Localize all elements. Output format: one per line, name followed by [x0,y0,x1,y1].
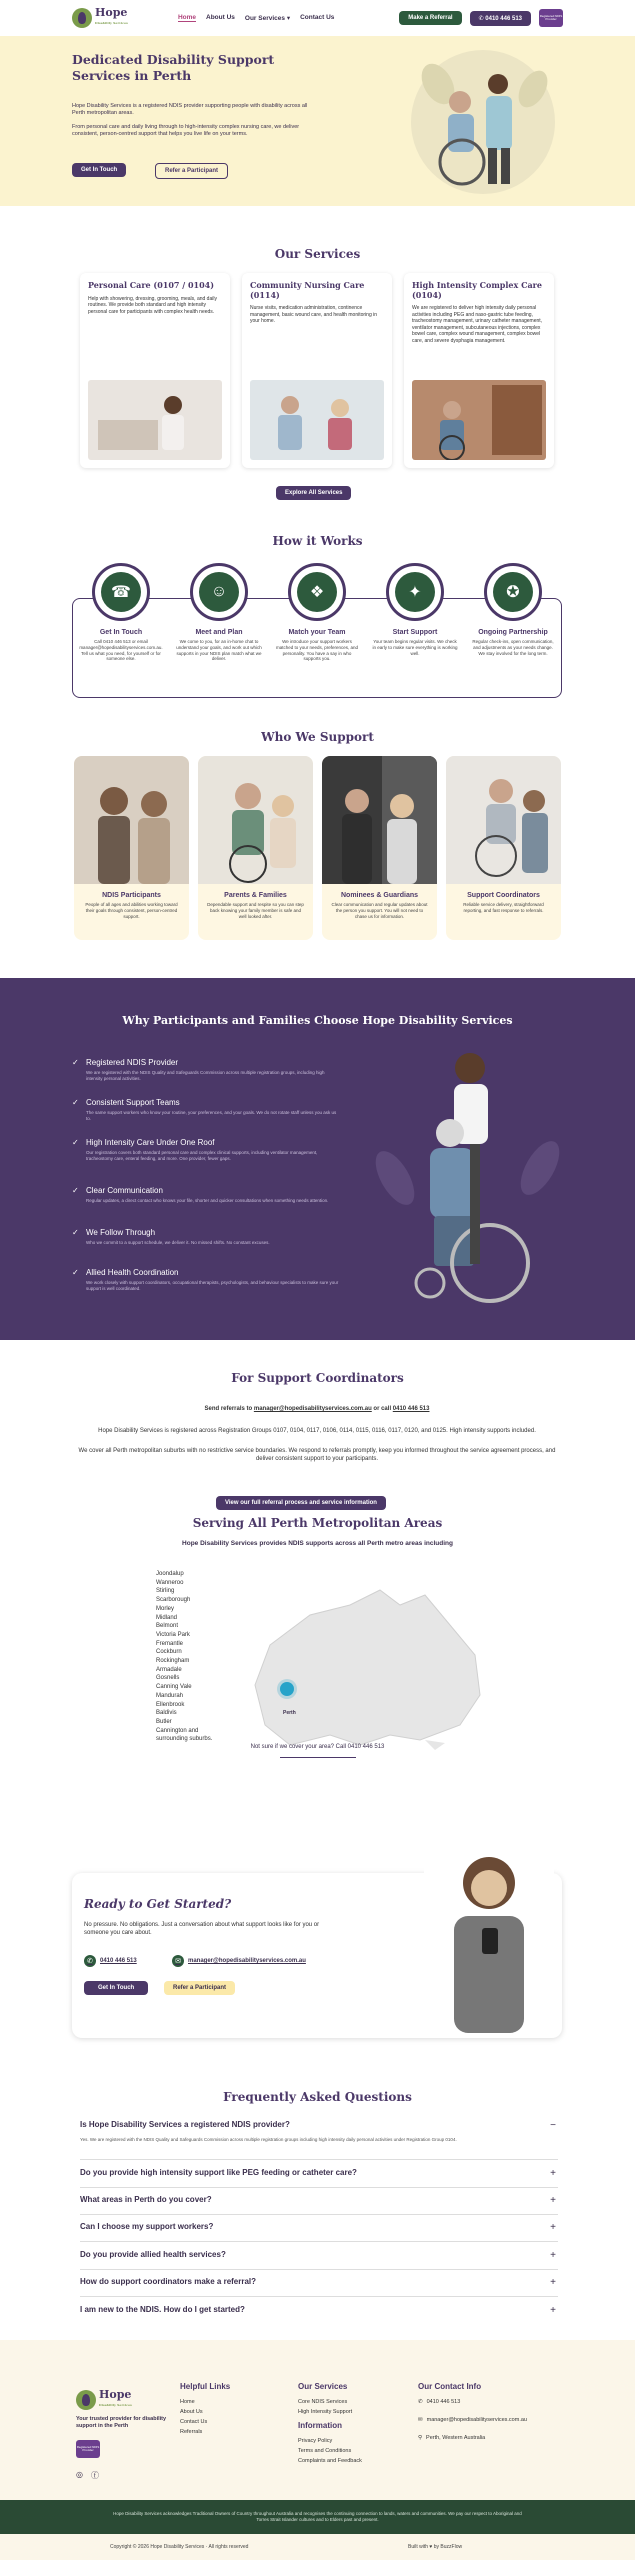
ready-refer-button[interactable]: Refer a Participant [164,1981,235,1995]
service-card-text: Help with showering, dressing, grooming, meals, and daily routines. We provide both standard and high intensity personal care for participants with complex health needs. [88,295,217,315]
footer-tagline: Your trusted provider for disability support in the Perth [76,2416,167,2429]
who-title: Who We Support [261,730,374,744]
why-item-title: Allied Health Coordination [86,1268,179,1277]
coord-phone-link[interactable]: 0410 446 513 [392,1406,430,1412]
location-pin-icon: ⚲ [418,2435,423,2441]
why-item-text: Our registration covers both standard personal care and complex clinical supports, including ventilator management, tracheostomy care, enteral feeding, and more. One provider, fewer gaps. [86,1150,318,1161]
service-card-text: Nurse visits, medication administration, continence management, basic wound care, and health monitoring in your home. [250,305,378,324]
hero-section [0,36,635,206]
plus-icon: + [550,2250,556,2261]
service-card[interactable] [242,273,392,468]
faq-item[interactable]: How do support coordinators make a referral? + [80,2277,558,2297]
hero-title: Dedicated Disability Support Services in Perth [72,52,275,83]
why-title: Why Participants and Families Choose Hope Disability Services [122,1014,513,1027]
partnership-icon: ✪ [493,572,533,612]
faq-item[interactable]: Can I choose my support workers? + [80,2222,558,2242]
footer-address: ⚲ Perth, Western Australia [418,2435,486,2441]
service-card[interactable] [80,273,230,468]
why-item-title: Clear Communication [86,1186,163,1195]
ready-card [72,1873,562,2038]
plus-icon: + [550,2195,556,2206]
hero-get-in-touch-button[interactable]: Get In Touch [72,163,126,177]
check-icon: ✓ [72,1098,79,1107]
who-image [446,756,561,884]
instagram-icon[interactable]: ◎ [76,2470,83,2479]
map-title: Serving All Perth Metropolitan Areas [192,1516,443,1530]
who-card[interactable] [322,756,437,940]
footer-links: Helpful Links Home About Us Contact Us Referrals [180,2382,231,2435]
who-card-text: Dependable support and respite so you can step back knowing your family member is safe and well looked after. [207,902,304,919]
why-item-text: Regular updates, a direct contact who knows your file, shorter and quicker consultations when something needs attention. [86,1198,329,1203]
phone-icon: ✆ [418,2399,423,2405]
logo-mark-icon [72,8,92,28]
hero-text-2: From personal care and daily living through to high-intensity complex nursing care, we deliver consistent, person-centred support that helps you live life on your terms. [72,124,300,137]
how-step [78,563,164,662]
plus-icon: + [550,2222,556,2233]
map-pin-label: Perth [283,1710,296,1716]
why-item-text: We are registered with the NDIS Quality and Safeguards Commission across multiple registration groups, including high intensity personal activities. [86,1070,325,1081]
how-step [372,563,458,656]
who-card-title: Support Coordinators [467,892,540,899]
main-nav [178,14,334,22]
check-icon: ✓ [72,1138,79,1147]
how-step [176,563,262,662]
explore-services-button[interactable]: Explore All Services [276,486,351,500]
referral-process-button[interactable]: View our full referral process and service information [216,1496,386,1510]
divider [280,1757,356,1758]
who-image [74,756,189,884]
how-step-title: Start Support [392,629,438,636]
logo[interactable] [72,8,128,28]
phone-icon: ☎ [101,572,141,612]
check-icon: ✓ [72,1058,79,1067]
coord-title: For Support Coordinators [231,1371,404,1385]
coord-text-1: Hope Disability Services is registered across Registration Groups 0107, 0104, 0117, 0106, 0114, 0115, 0116, 0117, 0120, and 0125. High intensity supports included. [98,1428,536,1434]
footer-email[interactable]: ✉ manager@hopedisabilityservices.com.au [418,2417,527,2423]
how-step-title: Match your Team [288,629,346,636]
chevron-down-icon: ▾ [286,15,291,22]
why-item-text: The same support workers who know your routine, your preferences, and your goals. We do not rotate staff unless you ask us to. [86,1110,337,1121]
footer-link[interactable]: High Intensity Support [298,2409,353,2415]
footer-services: Our Services Core NDIS Services High Intensity Support Information Privacy Policy Terms and Conditions Complaints and Feedback [298,2382,362,2464]
how-step-text: Your team begins regular visits. We check in early to make sure everything is working well. [372,639,458,656]
australia-map [250,1585,490,1755]
faq-question: Is Hope Disability Services a registered NDIS provider? [80,2120,290,2129]
make-referral-button[interactable]: Make a Referral [399,11,461,25]
why-item-title: Consistent Support Teams [86,1098,180,1107]
ready-image [424,1828,554,2033]
meeting-icon: ☺ [199,572,239,612]
ndis-badge: Registered NDIS Provider [76,2440,100,2458]
facebook-icon[interactable]: ⓕ [90,2471,99,2480]
how-step-text: We come to you, for an in-home chat to understand your goals, and work out which supports in your NDIS plan match what we deliver. [176,639,262,662]
how-step-text: We introduce your support workers matched to your needs, preferences, and personality. You have a say in who supports you. [275,639,359,662]
check-icon: ✓ [72,1268,79,1277]
map-subtitle: Hope Disability Services provides NDIS supports across all Perth metro areas including [182,1540,453,1547]
how-step [470,563,556,656]
service-card[interactable] [404,273,554,468]
who-card[interactable] [446,756,561,940]
logo-mark-icon [76,2390,96,2410]
hero-image [398,44,563,199]
nav-contact[interactable]: Contact Us [300,14,335,21]
hero-text-1: Hope Disability Services is a registered NDIS provider supporting people with disability across all Perth metropolitan areas. [72,103,308,116]
how-step-text: Regular check-ins, open communication, and adjustments as your needs change. We stay involved for the long term. [472,639,554,656]
how-step-title: Get In Touch [99,629,143,636]
why-item [72,1138,341,1162]
built-by[interactable]: Built with ♥ by BuzzFlow [408,2544,463,2550]
who-card[interactable] [198,756,313,940]
service-card-title: Personal Care (0107 / 0104) [88,280,215,290]
copyright: Copyright © 2026 Hope Disability Services · All rights reserved [110,2544,249,2550]
check-icon: ✓ [72,1228,79,1237]
footer-link[interactable]: Complaints and Feedback [298,2458,362,2464]
ndis-badge: Registered NDIS Provider [539,9,563,27]
service-card-text: We are registered to deliver high intensity daily personal activities including PEG and naso-gastric tube feeding, tracheostomy management, urinary catheter management, ventilator management, subcutaneous injections, complex bowel care, complex wound management, complex bowel care, and severe dysphagia management. [412,305,543,344]
phone-icon: ✆ [478,15,486,22]
service-image [88,380,222,460]
map-note: Not sure if we cover your area? Call 0410 446 513 [250,1744,385,1750]
footer-contact: Our Contact Info ✆ 0410 446 513 ✉ manager@hopedisabilityservices.com.au ⚲ Perth, Western Australia [418,2382,527,2441]
nav-services[interactable]: Our Services ▾ [244,15,291,22]
footer-phone[interactable]: ✆ 0410 446 513 [418,2399,461,2405]
faq-item[interactable]: Do you provide allied health services? + [80,2250,558,2270]
plus-icon: + [550,2305,556,2316]
header-phone-button[interactable]: ✆ 0410 446 513 [470,11,531,26]
plus-icon: + [550,2277,556,2288]
faq-title: Frequently Asked Questions [223,2090,412,2104]
email-icon: ✉ [172,1955,184,1967]
why-item [72,1186,341,1204]
who-image [198,756,313,884]
footer-logo[interactable]: Hope Disability Services [76,2390,132,2410]
footer-link[interactable]: Home [180,2399,195,2405]
footer-link[interactable]: Privacy Policy [298,2438,333,2444]
why-item-title: Registered NDIS Provider [86,1058,179,1067]
who-image [322,756,437,884]
who-card-title: NDIS Participants [102,892,161,899]
acknowledgement-band: Hope Disability Services acknowledges Traditional Owners of Country throughout Australia and recognises the continuing connection to lands, waters and communities. We pay our respect to Aboriginal and Torres Strait Islander cultures and to Elders past and present. [0,2500,635,2534]
who-card-title: Parents & Families [224,892,287,899]
who-card-text: Reliable service delivery, straightforward reporting, and fast response to referrals. [463,902,544,913]
ready-get-in-touch-button[interactable]: Get In Touch [84,1981,148,1995]
services-title: Our Services [274,247,361,261]
map-pin-icon[interactable] [280,1682,294,1696]
ready-text: No pressure. No obligations. Just a conversation about what support looks like for you or someone you care about. [84,1922,320,1936]
coord-email-link[interactable]: manager@hopedisabilityservices.com.au [253,1406,372,1412]
service-card-title: Community Nursing Care (0114) [250,280,365,300]
logo-sub: Disability Services [95,21,128,25]
service-card-title: High Intensity Complex Care (0104) [412,280,542,300]
minus-icon: − [550,2120,556,2131]
who-card-text: People of all ages and abilities working toward their goals through consistent, person-centred support. [85,902,178,919]
faq-answer: Yes. We are registered with the NDIS Quality and Safeguards Commission across multiple registration groups including high intensity daily personal activities under Registration Group 0104. [80,2137,457,2142]
how-step-title: Ongoing Partnership [478,629,548,636]
ready-phone-link[interactable]: ✆ 0410 446 513 [84,1955,137,1967]
how-title: How it Works [272,534,363,548]
why-section [0,978,635,1340]
footer-link[interactable]: Referrals [180,2429,203,2435]
faq-item[interactable]: I am new to the NDIS. How do I get started? + [80,2305,556,2316]
footer-link[interactable]: Contact Us [180,2419,208,2425]
nav-about[interactable]: About Us [206,14,235,21]
faq-item-open[interactable] [80,2120,558,2160]
logo-text: Hope [95,6,128,19]
why-item-title: We Follow Through [86,1228,156,1237]
nav-home[interactable]: Home [177,14,196,21]
phone-icon: ✆ [84,1955,96,1967]
coord-section: Send referrals to manager@hopedisabilityservices.com.au or call 0410 446 513 Hope Disability Services is registered across Registration Groups 0107, 0104, 0117, 0106, 0114, 0115, 0116, 0117, 0120, and 0125. High intensity supports included. We cover all Perth metropolitan suburbs with no restrictive service boundaries. We respond to referrals promptly, keep you informed throughout the service agreement process, and deliver consistent support to your participants. [72,1405,562,1463]
email-icon: ✉ [418,2417,423,2423]
start-icon: ✦ [395,572,435,612]
ready-title: Ready to Get Started? [84,1897,232,1911]
service-image [412,380,546,460]
why-item [72,1058,341,1082]
footer-link[interactable]: About Us [180,2409,203,2415]
why-item-text: We work closely with support coordinators, occupational therapists, psychologists, and behaviour specialists to make sure your support is well coordinated. [86,1280,339,1291]
ready-email-link[interactable]: ✉ manager@hopedisabilityservices.com.au [172,1955,306,1967]
coord-text-2: We cover all Perth metropolitan suburbs with no restrictive service boundaries. We respond to referrals promptly, keep you informed throughout the service agreement process, and deliver consistent support to your participants. [78,1448,556,1462]
suburb-list: Joondalup Wanneroo Stirling Scarborough Morley Midland Belmont Victoria Park Fremantle Cockburn Rockingham Armadale Gosnells Canning Vale Mandurah Ellenbrook Baldivis Butler Cannington and surrounding suburbs. [156,1571,213,1743]
check-icon: ✓ [72,1186,79,1195]
why-item-text: Who we commit to a support schedule, we deliver it. No missed shifts. No constant excuses. [86,1240,270,1245]
how-step-text: Call 0410 446 513 or email manager@hopedisabilityservices.com.au. Tell us what you need, for yourself or for someone else. [79,639,163,662]
why-item-title: High Intensity Care Under One Roof [86,1138,215,1147]
why-item [72,1098,341,1122]
plus-icon: + [550,2168,556,2179]
why-item [72,1228,341,1246]
why-image [350,1038,570,1318]
how-step-title: Meet and Plan [195,629,243,636]
how-step [274,563,360,662]
who-card-text: Clear communication and regular updates about the person you support. You will not need to chase us for information. [331,902,428,919]
service-image [250,380,384,460]
faq-item[interactable]: Do you provide high intensity support like PEG feeding or catheter care? + [80,2168,558,2188]
faq-item[interactable]: What areas in Perth do you cover? + [80,2195,558,2215]
hero-refer-button[interactable]: Refer a Participant [155,163,228,179]
footer-link[interactable]: Terms and Conditions [298,2448,352,2454]
team-icon: ❖ [297,572,337,612]
site-header [0,0,635,36]
who-card-title: Nominees & Guardians [340,892,419,899]
footer-link[interactable]: Core NDIS Services [298,2399,348,2405]
who-card[interactable] [74,756,189,940]
why-item [72,1268,341,1292]
